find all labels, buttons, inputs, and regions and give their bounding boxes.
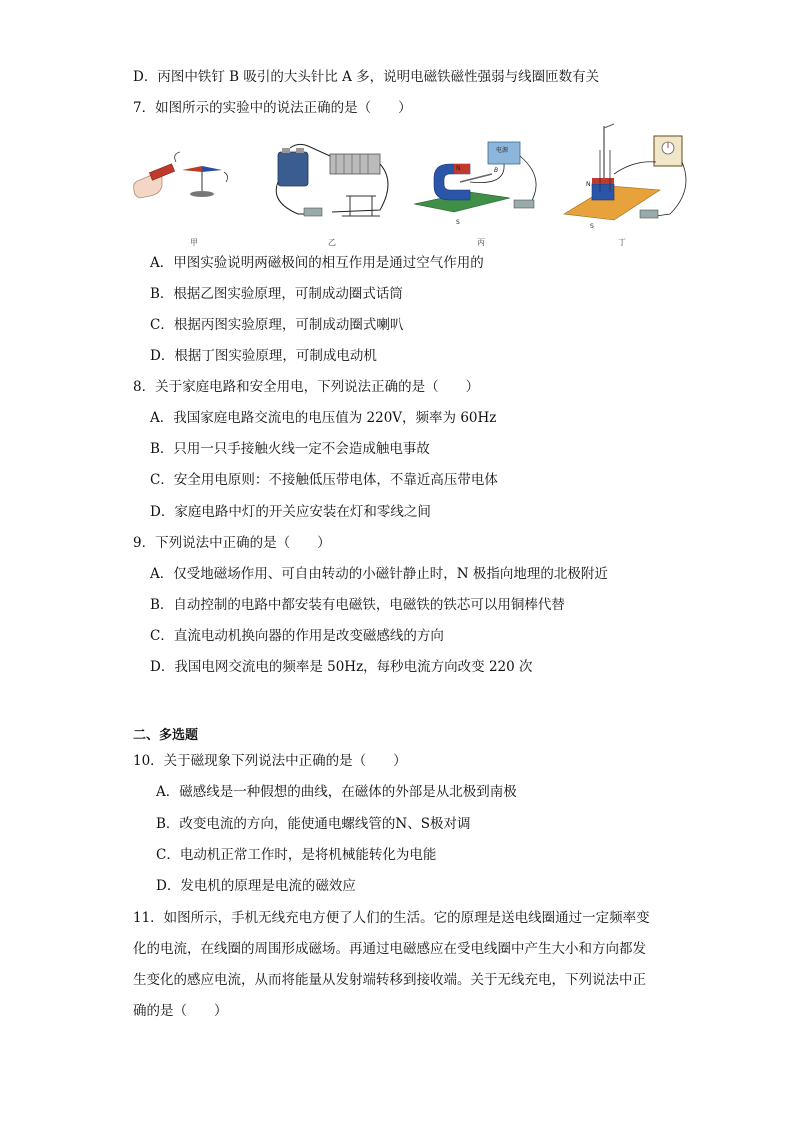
q9-option-d: D．我国电网交流电的频率是 50Hz，每秒电流方向改变 220 次 (150, 659, 533, 675)
q10-option-c: C．电动机正常工作时，是将机械能转化为电能 (156, 847, 437, 863)
figure-yi-label: 乙 (328, 238, 336, 247)
q10-option-a: A．磁感线是一种假想的曲线，在磁体的外部是从北极到南极 (156, 784, 517, 800)
galvanometer-icon (654, 136, 682, 166)
figure-bing-b-label: B (494, 167, 499, 174)
figure-bing-label: 丙 (477, 238, 485, 247)
figure-ding (560, 120, 694, 230)
q9-option-b: B．自动控制的电路中都安装有电磁铁，电磁铁的铁芯可以用铜棒代替 (150, 597, 565, 613)
figure-ding-label: 丁 (618, 238, 626, 247)
switch-icon (514, 200, 534, 208)
figure-jia-label: 甲 (190, 238, 198, 247)
q8-option-c: C．安全用电原则：不接触低压带电体，不靠近高压带电体 (150, 472, 498, 488)
q10-stem: 10．关于磁现象下列说法中正确的是（ ） (133, 753, 407, 769)
figure-yi (268, 142, 400, 226)
q9-option-a: A．仅受地磁场作用、可自由转动的小磁针静止时，N 极指向地理的北极附近 (150, 566, 608, 582)
q11-stem-line-4: 确的是（ ） (133, 1003, 228, 1019)
figure-jia (132, 150, 240, 208)
q9-option-c: C．直流电动机换向器的作用是改变磁感线的方向 (150, 628, 444, 644)
q7-option-a: A．甲图实验说明两磁极间的相互作用是通过空气作用的 (150, 255, 484, 271)
rail-stand-icon (342, 196, 380, 216)
horseshoe-magnet-icon (434, 164, 470, 200)
solenoid-icon (330, 154, 380, 174)
q7-option-b: B．根据乙图实验原理，可制成动圈式话筒 (150, 286, 403, 302)
figure-bing-s-label: S (456, 219, 460, 226)
q6-option-d: D．丙图中铁钉 B 吸引的大头针比 A 多，说明电磁铁磁性强弱与线圈匝数有关 (133, 69, 600, 85)
battery-icon (278, 148, 308, 186)
q7-option-d: D．根据丁图实验原理，可制成电动机 (150, 348, 377, 364)
figure-bing (410, 138, 546, 228)
section-title-multiple-choice: 二、多选题 (133, 728, 199, 743)
hand-with-magnet-icon (134, 164, 175, 198)
switch-icon (640, 210, 658, 218)
figure-ding-n-label: N (586, 181, 591, 188)
q8-option-b: B．只用一只手接触火线一定不会造成触电事故 (150, 441, 430, 457)
figure-bing-power-label: 电源 (496, 147, 509, 154)
magnet-block-icon (592, 178, 614, 200)
q9-stem: 9．下列说法中正确的是（ ） (133, 535, 331, 551)
compass-needle-icon (182, 166, 222, 197)
q11-stem-line-3: 生变化的感应电流，从而将能量从发射端转移到接收端。关于无线充电，下列说法中正 (133, 972, 646, 988)
q8-stem: 8．关于家庭电路和安全用电，下列说法正确的是（ ） (133, 379, 480, 395)
q7-option-c: C．根据丙图实验原理，可制成动圈式喇叭 (150, 317, 404, 333)
switch-icon (304, 208, 322, 216)
figure-ding-s-label: S (590, 223, 594, 230)
q11-stem-line-1: 11．如图所示，手机无线充电方便了人们的生活。它的原理是送电线圈通过一定频率变 (133, 910, 650, 926)
q11-stem-line-2: 化的电流，在线圈的周围形成磁场。再通过电磁感应在受电线圈中产生大小和方向都发 (133, 941, 646, 957)
q10-option-b: B．改变电流的方向，能使通电螺线管的N、S极对调 (156, 816, 471, 832)
q10-option-d: D．发电机的原理是电流的磁效应 (156, 878, 356, 894)
figure-bing-n-label: N (456, 165, 461, 172)
q7-stem: 7．如图所示的实验中的说法正确的是（ ） (133, 100, 412, 116)
q8-option-d: D．家庭电路中灯的开关应安装在灯和零线之间 (150, 504, 431, 520)
q8-option-a: A．我国家庭电路交流电的电压值为 220V，频率为 60Hz (150, 410, 497, 426)
